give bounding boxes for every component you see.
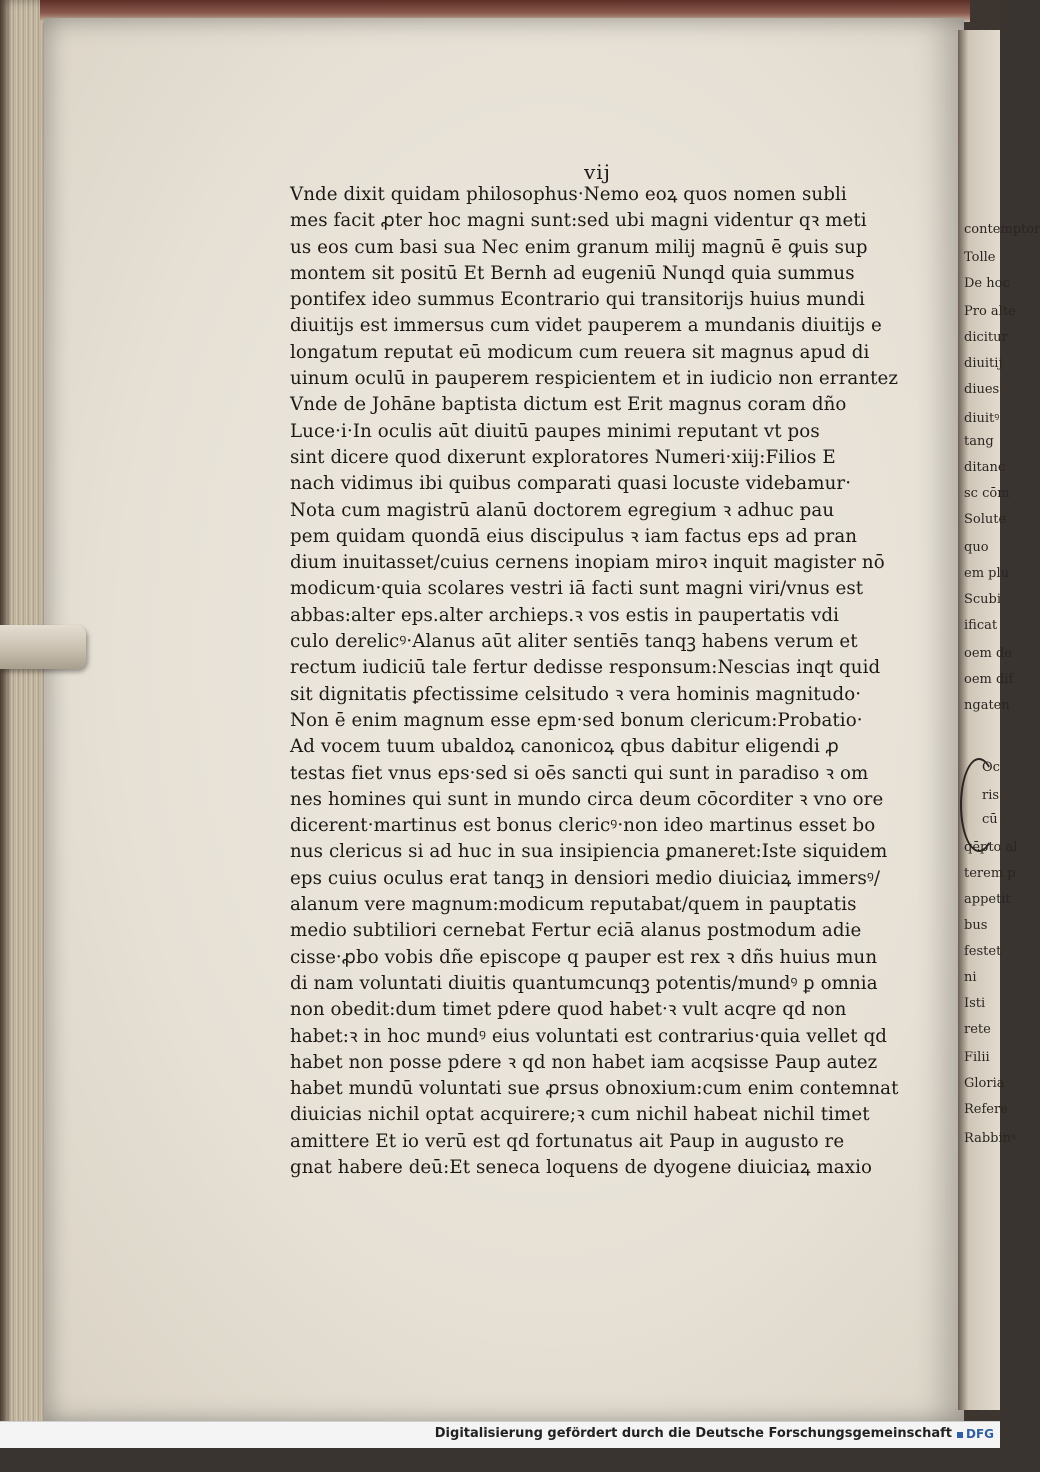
facing-page-text: oem de [964,646,1012,661]
text-line: dicerent·martinus est bonus clericꝰ·non ideo martinus esset bo [290,815,876,837]
facing-page-text: Oc [982,760,1000,775]
text-line: Ad vocem tuum ubaldoꝝ canonicoꝝ qbus dabitur eligendi ꝓ [290,736,839,758]
text-line: us eos cum basi sua Nec enim granum milij magnū ē ꝙuis sup [290,236,868,258]
facing-page-text: tang [964,434,994,449]
text-line: Vnde de Johāne baptista dictum est Erit magnus coram dño [290,394,847,416]
text-line: alanum vere magnum:modicum reputabat/quem in pauptatis [290,894,857,916]
text-block [290,182,899,1472]
facing-page-text: Refere [964,1102,1008,1117]
facing-page-text: ditanc [964,460,1006,475]
text-line: amittere Et io verū est qd fortunatus ait Paup in augusto re [290,1130,845,1152]
text-line: mes facit ꝓter hoc magni sunt:sed ubi magni videntur qꝛ meti [290,210,867,232]
facing-page-text: Pro alte [964,304,1016,319]
facing-page-text: em plu [964,566,1010,581]
facing-page-text: cū [982,812,998,827]
text-line: sint dicere quod dixerunt exploratores Numeri·xiij:Filios E [290,446,836,468]
binding-shadow [0,0,12,1448]
text-line: non obedit:dum timet pdere quod habet·ꝛ vult acqre qd non [290,999,847,1021]
facing-page-text: Filii [964,1050,990,1065]
text-line: diuicias nichil optat acquirere;ꝛ cum nichil habeat nichil timet [290,1104,870,1126]
folio-number: vij [584,160,611,184]
facing-page-text: contemptor [964,222,1040,237]
text-line: cisse·ꝓbo vobis dñe episcope q pauper est rex ꝛ dñs huius mun [290,946,878,968]
text-line: diuitijs est immersus cum videt pauperem a mundanis diuitijs e [290,315,882,337]
text-line: uinum oculū in pauperem respicientem et in iudicio non errantez [290,368,899,390]
text-line: dium inuitasset/cuius cernens inopiam miroꝛ inquit magister nō [290,552,885,574]
text-line: Non ē enim magnum esse epm·sed bonum clericum:Probatio· [290,709,863,731]
facing-page-fragment [958,30,1040,1410]
facing-page-text: rete [964,1022,991,1037]
facing-page-text: appetit [964,892,1011,907]
text-line: Luce·i·In oculis aūt diuitū paupes minimi reputant vt pos [290,420,820,442]
text-line: sit dignitatis ꝑfectissime celsitudo ꝛ vera hominis magnitudo· [290,683,862,705]
facing-page-text: ngaten [964,698,1010,713]
text-line: gnat habere deū:Et seneca loquens de dyogene diuiciaꝝ maxio [290,1156,873,1178]
text-line: modicum·quia scolares vestri iā facti sunt magni viri/vnus est [290,578,864,600]
text-line: montem sit positū Et Bernh ad eugeniū Nunqd quia summus [290,262,855,284]
facing-page-text: ni [964,970,977,985]
facing-page-text: bus [964,918,988,933]
facing-page-text: Solute [964,512,1007,527]
facing-page-text: terem p [964,866,1016,881]
text-line: nach vidimus ibi quibus comparati quasi locuste videbamur· [290,473,852,495]
text-line: rectum iudiciū tale fertur dedisse responsum:Nescias inqt quid [290,657,881,679]
text-line: abbas:alter eps.alter archieps.ꝛ vos estis in paupertatis vdi [290,604,840,626]
footer-banner [0,1421,1000,1448]
text-line: nes homines qui sunt in mundo circa deum cōcorditer ꝛ vno ore [290,788,884,810]
facing-page-text: festet [964,944,1002,959]
text-line: habet non posse pdere ꝛ qd non habet iam acqsisse Paup autez [290,1051,878,1073]
text-line: medio subtiliori cernebat Fertur eciā alanus postmodum adie [290,920,862,942]
facing-page-text: quo [964,540,989,555]
dfg-logo-text: DFG [965,1427,994,1441]
facing-page-text: ris [982,788,1000,803]
facing-page-text: diuitꝰ [964,411,1000,426]
text-line: longatum reputat eū modicum cum reuera sit magnus apud di [290,341,870,363]
text-line: habet mundū voluntati sue ꝓrsus obnoxium:cum enim contemnat [290,1078,899,1100]
text-line: pontifex ideo summus Econtrario qui transitorijs huius mundi [290,289,865,311]
facing-page-text: dicitur [964,330,1008,345]
facing-page-text: qēpto al [964,840,1018,855]
facing-page-text: Rabbinꝰ [964,1131,1016,1146]
text-line: eps cuius oculus erat tanqꝫ in densiori medio diuiciaꝝ immersꝰ/ [290,867,881,889]
facing-page-text: diuitij [964,356,1003,371]
text-line: Nota cum magistrū alanū doctorem egregium ꝛ adhuc pau [290,499,835,521]
facing-page-text: diues [964,382,1000,397]
dfg-logo-icon [957,1432,963,1438]
text-line: di nam voluntati diuitis quantumcunqꝫ potentis/mundꝰ ꝑ omnia [290,972,878,994]
facing-page-text: Gloria [964,1076,1005,1091]
facing-page-text: Isti [964,996,986,1011]
funding-notice: Digitalisierung gefördert durch die Deutsche Forschungsgemeinschaft [434,1426,952,1441]
facing-page-text: ificat [964,618,998,633]
text-line: Vnde dixit quidam philosophus·Nemo eoꝝ quos nomen subli [290,184,847,205]
facing-page-text: sc cōm [964,486,1010,501]
bookmark-ribbon [0,625,86,669]
text-line: testas fiet vnus eps·sed si oēs sancti qui sunt in paradiso ꝛ om [290,762,869,784]
text-line: habet:ꝛ in hoc mundꝰ eius voluntati est contrarius·quia vellet qd [290,1025,888,1047]
facing-page-text: oem dif [964,672,1014,687]
facing-page-text: De hoc [964,276,1010,291]
facing-page-text: Tolle [964,250,996,265]
facing-page-text: Scubi [964,592,1002,607]
text-line: pem quidam quondā eius discipulus ꝛ iam factus eps ad pran [290,525,858,547]
dfg-logo [957,1427,994,1441]
text-line: culo derelicꝰ·Alanus aūt aliter sentiēs tanqꝫ habens verum et [290,631,858,653]
text-line: nus clericus si ad huc in sua insipiencia ꝑmaneret:Iste siquidem [290,841,888,863]
